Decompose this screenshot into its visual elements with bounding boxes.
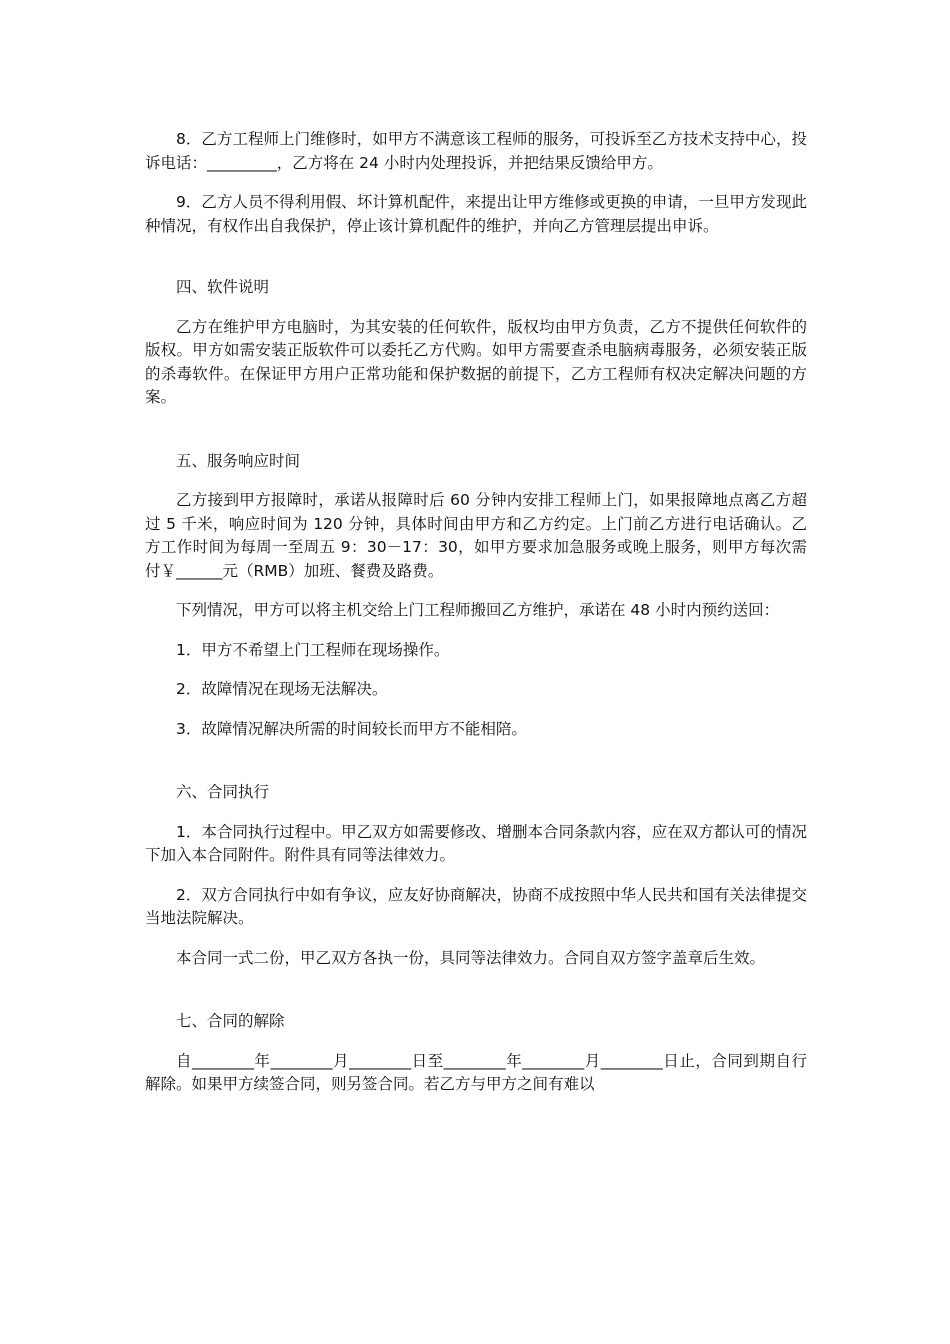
section-6-item-2: 2．双方合同执行中如有争议，应友好协商解决，协商不成按照中华人民共和国有关法律提交当地法院解决。 — [145, 885, 807, 927]
section-5-para-1: 乙方接到甲方报障时，承诺从报障时后 60 分钟内安排工程师上门，如果报障地点离乙方超过 5 千米，响应时间为 120 分钟，具体时间由甲方和乙方约定。上门前乙方进行电话确认。乙方工作时间为每周一至周五 9：30－17：30，如甲方要求加急服务或晚上服务，则甲方每次需付￥______元（RMB）加班、餐费及路费。 — [145, 491, 807, 580]
clause-9: 9．乙方人员不得利用假、坏计算机配件，来提出让甲方维修或更换的申请，一旦甲方发现此种情况，有权作出自我保护，停止该计算机配件的维护，并向乙方管理层提出申诉。 — [145, 193, 807, 235]
clause-8: 8．乙方工程师上门维修时，如甲方不满意该工程师的服务，可投诉至乙方技术支持中心，投诉电话：_________，乙方将在 24 小时内处理投诉，并把结果反馈给甲方。 — [145, 130, 807, 172]
document-page — [145, 128, 807, 1097]
section-5-list-item: 1．甲方不希望上门工程师在现场操作。 — [176, 640, 450, 659]
section-5-list-item: 3．故障情况解决所需的时间较长而甲方不能相陪。 — [176, 719, 527, 738]
section-7-body: 自________年________月________日至________年________月________日止，合同到期自行解除。如果甲方续签合同，则另签合同。若乙方与甲方之间有难以 — [145, 1051, 807, 1093]
section-4-heading: 四、软件说明 — [176, 278, 270, 296]
section-4-body: 乙方在维护甲方电脑时，为其安装的任何软件，版权均由甲方负责，乙方不提供任何软件的版权。甲方如需安装正版软件可以委托乙方代购。如甲方需要查杀电脑病毒服务，必须安装正版的杀毒软件。在保证甲方用户正常功能和保护数据的前提下，乙方工程师有权决定解决问题的方案。 — [145, 317, 807, 406]
section-6-item-1: 1．本合同执行过程中。甲乙双方如需要修改、增删本合同条款内容，应在双方都认可的情况下加入本合同附件。附件具有同等法律效力。 — [145, 822, 807, 864]
section-5-list-item: 2．故障情况在现场无法解决。 — [176, 680, 388, 698]
section-5-heading: 五、服务响应时间 — [176, 451, 301, 470]
section-7-heading: 七、合同的解除 — [176, 1012, 285, 1030]
section-5-para-2: 下列情况，甲方可以将主机交给上门工程师搬回乙方维护，承诺在 48 小时内预约送回： — [176, 601, 780, 619]
section-6-heading: 六、合同执行 — [176, 783, 270, 801]
section-6-closing: 本合同一式二份，甲乙双方各执一份，具同等法律效力。合同自双方签字盖章后生效。 — [176, 948, 766, 967]
